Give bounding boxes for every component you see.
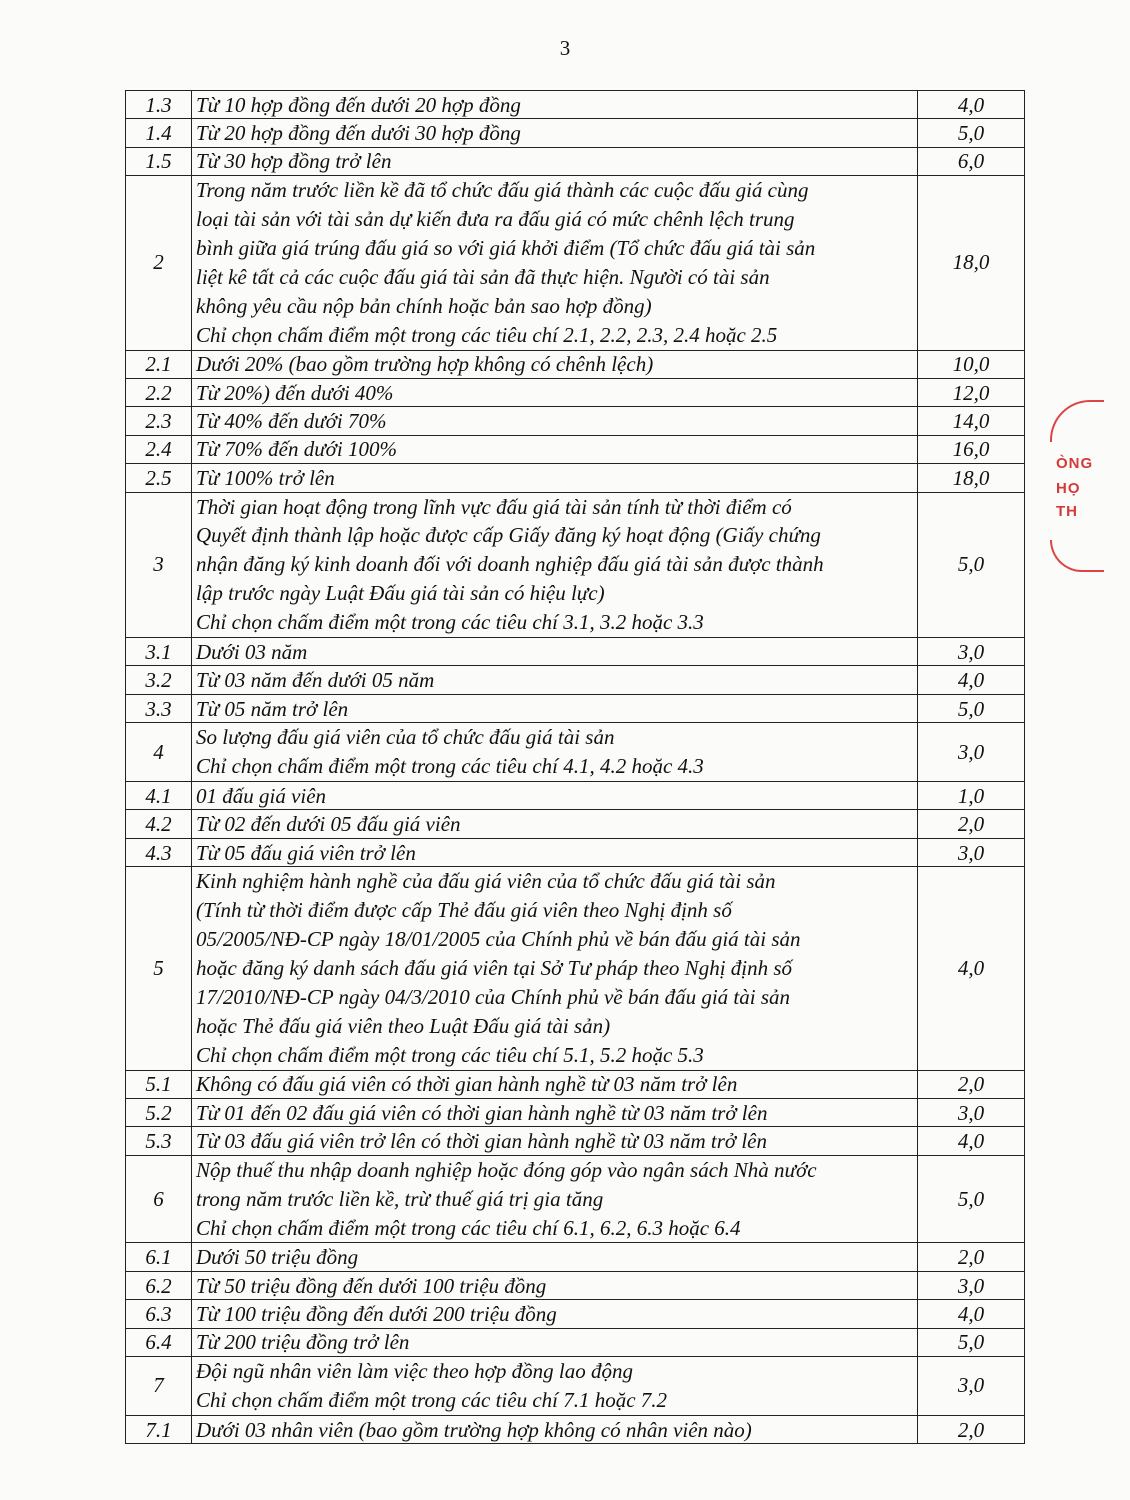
description-line: Từ 03 đấu giá viên trở lên có thời gian hành nghề từ 03 năm trở lên [196,1129,767,1154]
criteria-description [192,379,918,407]
criteria-description [192,350,918,378]
description-line: Trong năm trước liền kề đã tổ chức đấu giá thành các cuộc đấu giá cùng [196,178,809,203]
description-line: Chỉ chọn chấm điểm một trong các tiêu chí 5.1, 5.2 hoặc 5.3 [196,1042,704,1067]
criteria-row [126,694,1025,722]
criteria-number: 6 [126,1155,192,1243]
description-line: không yêu cầu nộp bản chính hoặc bản sao hợp đồng) [196,293,652,318]
criteria-description [192,1127,918,1155]
criteria-row [126,723,1025,782]
criteria-description [192,492,918,638]
description-line: loại tài sản với tài sản dự kiến đưa ra đấu giá có mức chênh lệch trung [196,207,795,232]
criteria-description [192,1098,918,1126]
criteria-score: 4,0 [918,867,1025,1070]
criteria-description [192,1415,918,1443]
description-line: Từ 10 hợp đồng đến dưới 20 hợp đồng [196,92,521,117]
criteria-score: 18,0 [918,464,1025,492]
criteria-row [126,666,1025,694]
criteria-number: 2.5 [126,464,192,492]
criteria-description [192,147,918,175]
criteria-description [192,838,918,866]
criteria-number: 6.3 [126,1300,192,1328]
criteria-score: 4,0 [918,1127,1025,1155]
criteria-row [126,1300,1025,1328]
criteria-description [192,176,918,350]
criteria-number: 2 [126,176,192,350]
criteria-row [126,1070,1025,1098]
description-line: Nộp thuế thu nhập doanh nghiệp hoặc đóng góp vào ngân sách Nhà nước [196,1157,817,1182]
criteria-description [192,1271,918,1299]
description-line: Dưới 20% (bao gồm trường hợp không có chênh lệch) [196,352,654,377]
description-line: Từ 20 hợp đồng đến dưới 30 hợp đồng [196,121,521,146]
criteria-description [192,1328,918,1356]
description-line: Không có đấu giá viên có thời gian hành nghề từ 03 năm trở lên [196,1072,738,1097]
criteria-row [126,1271,1025,1299]
criteria-row [126,1155,1025,1243]
description-line: Từ 05 đấu giá viên trở lên [196,840,416,865]
criteria-description [192,810,918,838]
description-line: hoặc Thẻ đấu giá viên theo Luật Đấu giá tài sản) [196,1013,611,1038]
criteria-score: 3,0 [918,638,1025,666]
description-line: Dưới 50 triệu đồng [196,1245,359,1270]
criteria-number: 4.1 [126,782,192,810]
criteria-score: 5,0 [918,1328,1025,1356]
criteria-description [192,91,918,119]
criteria-row [126,1127,1025,1155]
seal-arc-top [1050,400,1104,442]
criteria-row [126,1098,1025,1126]
criteria-description [192,1070,918,1098]
criteria-number: 5 [126,867,192,1070]
criteria-number: 3 [126,492,192,638]
criteria-score: 16,0 [918,435,1025,463]
criteria-score: 4,0 [918,1300,1025,1328]
criteria-description [192,407,918,435]
criteria-number: 2.3 [126,407,192,435]
description-line: Từ 03 năm đến dưới 05 năm [196,668,435,693]
criteria-score: 3,0 [918,1271,1025,1299]
criteria-number: 2.2 [126,379,192,407]
description-line: Kinh nghiệm hành nghề của đấu giá viên của tổ chức đấu giá tài sản [196,869,776,894]
criteria-row [126,350,1025,378]
criteria-row [126,1415,1025,1443]
description-line: nhận đăng ký kinh doanh đối với doanh nghiệp đấu giá tài sản được thành [196,552,824,577]
criteria-number: 5.1 [126,1070,192,1098]
criteria-description [192,666,918,694]
criteria-row [126,1357,1025,1416]
criteria-description [192,1243,918,1271]
description-line: lập trước ngày Luật Đấu giá tài sản có hiệu lực) [196,581,605,606]
criteria-score: 2,0 [918,1070,1025,1098]
description-line: hoặc đăng ký danh sách đấu giá viên tại Sở Tư pháp theo Nghị định số [196,955,793,980]
criteria-score: 4,0 [918,91,1025,119]
criteria-score: 3,0 [918,1098,1025,1126]
description-line: Thời gian hoạt động trong lĩnh vực đấu giá tài sản tính từ thời điểm có [196,494,792,519]
criteria-row [126,782,1025,810]
criteria-number: 1.5 [126,147,192,175]
description-line: 05/2005/NĐ-CP ngày 18/01/2005 của Chính phủ về bán đấu giá tài sản [196,927,801,952]
seal-text-1: ÒNG [1056,455,1094,472]
description-line: Từ 02 đến dưới 05 đấu giá viên [196,812,461,837]
criteria-number: 3.3 [126,694,192,722]
description-line: Từ 200 triệu đồng trở lên [196,1330,410,1355]
description-line: Chỉ chọn chấm điểm một trong các tiêu chí 7.1 hoặc 7.2 [196,1387,668,1412]
criteria-number: 4.2 [126,810,192,838]
criteria-score: 3,0 [918,838,1025,866]
criteria-row [126,91,1025,119]
criteria-description [192,782,918,810]
criteria-number: 7.1 [126,1415,192,1443]
description-line: Quyết định thành lập hoặc được cấp Giấy đăng ký hoạt động (Giấy chứng [196,523,821,548]
description-line: Từ 01 đến 02 đấu giá viên có thời gian hành nghề từ 03 năm trở lên [196,1100,768,1125]
seal-text-2: HỌ [1056,480,1081,497]
description-line: Chỉ chọn chấm điểm một trong các tiêu chí 3.1, 3.2 hoặc 3.3 [196,610,704,635]
criteria-score: 2,0 [918,810,1025,838]
criteria-number: 5.3 [126,1127,192,1155]
criteria-description [192,723,918,782]
seal-text-3: TH [1056,503,1078,520]
criteria-score: 5,0 [918,119,1025,147]
criteria-row [126,838,1025,866]
criteria-table [125,90,1025,1444]
criteria-score: 14,0 [918,407,1025,435]
criteria-row [126,147,1025,175]
criteria-row [126,176,1025,350]
criteria-number: 6.2 [126,1271,192,1299]
red-seal-fragment [1050,400,1110,580]
criteria-score: 1,0 [918,782,1025,810]
description-line: Từ 05 năm trở lên [196,696,349,721]
criteria-score: 3,0 [918,1357,1025,1416]
description-line: Từ 50 triệu đồng đến dưới 100 triệu đồng [196,1273,547,1298]
description-line: Từ 70% đến dưới 100% [196,437,397,462]
criteria-row [126,638,1025,666]
description-line: (Tính từ thời điểm được cấp Thẻ đấu giá viên theo Nghị định số [196,898,732,923]
criteria-row [126,119,1025,147]
criteria-score: 5,0 [918,492,1025,638]
description-line: Dưới 03 nhân viên (bao gồm trường hợp không có nhân viên nào) [196,1417,752,1442]
description-line: Từ 20%) đến dưới 40% [196,380,394,405]
criteria-description [192,119,918,147]
criteria-number: 1.4 [126,119,192,147]
criteria-row [126,379,1025,407]
criteria-row [126,1243,1025,1271]
criteria-number: 6.1 [126,1243,192,1271]
criteria-number: 2.4 [126,435,192,463]
criteria-score: 12,0 [918,379,1025,407]
description-line: Chỉ chọn chấm điểm một trong các tiêu chí 6.1, 6.2, 6.3 hoặc 6.4 [196,1215,741,1240]
criteria-score: 6,0 [918,147,1025,175]
description-line: Từ 100% trở lên [196,465,335,490]
description-line: trong năm trước liền kề, trừ thuế giá trị gia tăng [196,1186,604,1211]
description-line: liệt kê tất cả các cuộc đấu giá tài sản đã thực hiện. Người có tài sản [196,264,770,289]
description-line: Dưới 03 năm [196,639,308,664]
criteria-row [126,1328,1025,1356]
criteria-row [126,464,1025,492]
criteria-number: 3.1 [126,638,192,666]
criteria-score: 5,0 [918,1155,1025,1243]
criteria-rows [126,91,1025,1444]
criteria-number: 4.3 [126,838,192,866]
criteria-description [192,867,918,1070]
criteria-number: 7 [126,1357,192,1416]
criteria-number: 2.1 [126,350,192,378]
criteria-number: 3.2 [126,666,192,694]
criteria-score: 5,0 [918,694,1025,722]
criteria-row [126,492,1025,638]
criteria-score: 10,0 [918,350,1025,378]
criteria-description [192,1300,918,1328]
criteria-row [126,407,1025,435]
description-line: So lượng đấu giá viên của tổ chức đấu giá tài sản [196,725,615,750]
criteria-row [126,867,1025,1070]
criteria-score: 2,0 [918,1415,1025,1443]
criteria-number: 6.4 [126,1328,192,1356]
criteria-score: 3,0 [918,723,1025,782]
description-line: 01 đấu giá viên [196,783,327,808]
description-line: 17/2010/NĐ-CP ngày 04/3/2010 của Chính phủ về bán đấu giá tài sản [196,984,791,1009]
page-number: 3 [559,36,571,60]
criteria-score: 2,0 [918,1243,1025,1271]
criteria-description [192,1357,918,1416]
description-line: bình giữa giá trúng đấu giá so với giá khởi điểm (Tổ chức đấu giá tài sản [196,235,816,260]
criteria-row [126,435,1025,463]
criteria-score: 4,0 [918,666,1025,694]
description-line: Chỉ chọn chấm điểm một trong các tiêu chí 2.1, 2.2, 2.3, 2.4 hoặc 2.5 [196,322,778,347]
description-line: Từ 100 triệu đồng đến dưới 200 triệu đồng [196,1301,557,1326]
seal-arc-bottom [1050,540,1104,572]
criteria-number: 1.3 [126,91,192,119]
description-line: Từ 30 hợp đồng trở lên [196,149,392,174]
criteria-number: 4 [126,723,192,782]
criteria-description [192,464,918,492]
description-line: Chỉ chọn chấm điểm một trong các tiêu chí 4.1, 4.2 hoặc 4.3 [196,754,704,779]
criteria-number: 5.2 [126,1098,192,1126]
description-line: Đội ngũ nhân viên làm việc theo hợp đồng lao động [196,1359,633,1384]
criteria-description [192,435,918,463]
criteria-score: 18,0 [918,176,1025,350]
criteria-description [192,638,918,666]
criteria-description [192,694,918,722]
description-line: Từ 40% đến dưới 70% [196,409,387,434]
criteria-description [192,1155,918,1243]
criteria-row [126,810,1025,838]
